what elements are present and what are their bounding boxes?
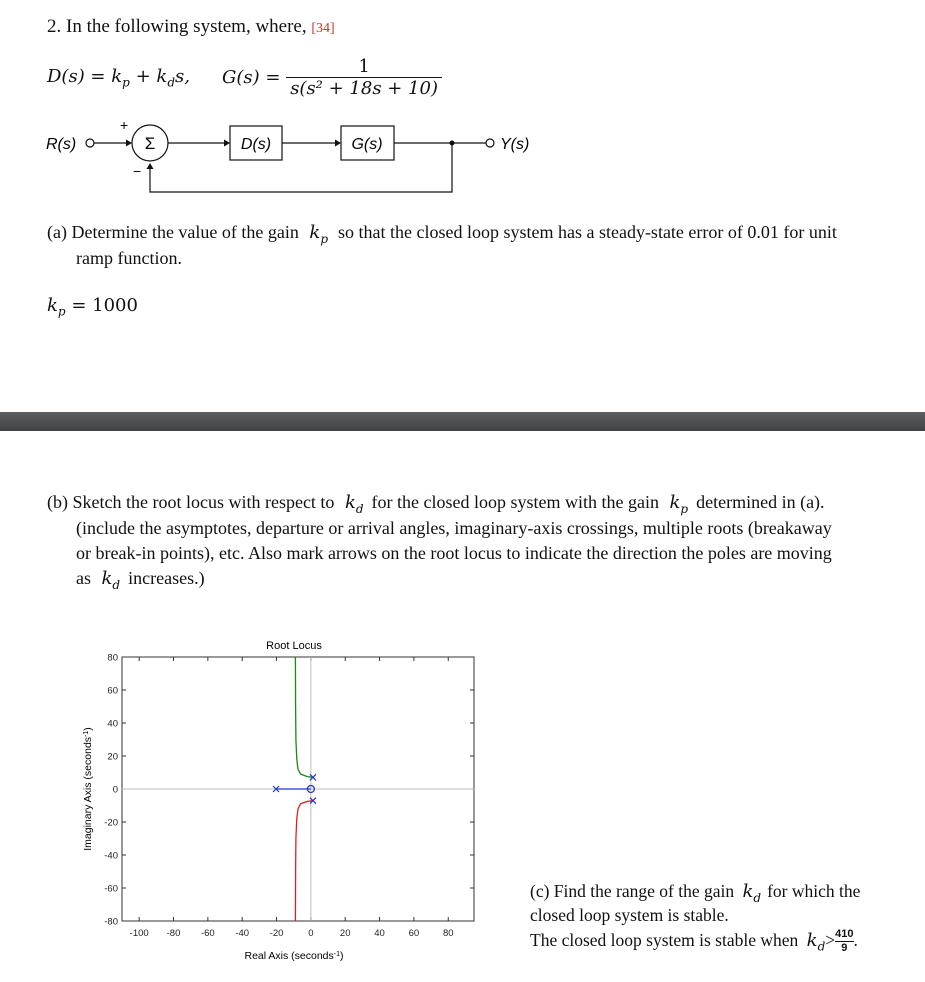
controller-label: D(s) — [240, 136, 272, 153]
answer-k-sub: p — [57, 304, 66, 319]
part-b-line3: or break-in points), etc. Also mark arrows on the root locus to indicate the direction the poles are moving — [76, 543, 832, 563]
x-tick-label: 60 — [408, 928, 420, 939]
x-tick-label: -40 — [235, 928, 250, 939]
output-terminal — [486, 139, 494, 147]
x-tick-label: 80 — [442, 928, 454, 939]
g-lhs: G(s) = — [222, 67, 287, 88]
sum-symbol: Σ — [144, 134, 156, 153]
part-b-text-c: determined in (a). — [696, 492, 825, 512]
y-tick-label: -40 — [104, 850, 118, 862]
d-equation — [47, 66, 190, 90]
x-axis-label-text: Real Axis (seconds — [244, 950, 334, 962]
y-tick-label: -80 — [104, 916, 118, 928]
part-c-answer-period: . — [853, 930, 858, 950]
part-a-line2: ramp function. — [76, 248, 182, 268]
input-label: R(s) — [46, 136, 77, 153]
g-numerator: 1 — [358, 56, 370, 77]
y-tick-label: 60 — [107, 685, 118, 697]
g-arrow — [335, 140, 341, 147]
page-divider — [0, 412, 925, 431]
part-a-gain-sub: p — [320, 231, 328, 246]
d-kp-sub: p — [122, 75, 130, 90]
part-c-kd: k — [742, 881, 754, 902]
part-b-line2: (include the asymptotes, departure or arrival angles, imaginary-axis crossings, multiple roots (breakaway — [76, 518, 832, 538]
part-b-kp: k — [669, 492, 681, 513]
part-a-answer — [47, 295, 138, 319]
y-tick-label: 40 — [107, 718, 118, 730]
block-diagram — [0, 112, 560, 202]
x-tick-label: -80 — [166, 928, 181, 939]
part-a-text: (a) Determine the value of the gain — [47, 222, 299, 242]
part-a-text-end: so that the closed loop system has a steady-state error of 0.01 for unit — [338, 222, 837, 242]
part-b-l4-kd: k — [101, 568, 113, 589]
part-b-l4-text-a: as — [76, 568, 91, 588]
plant-label: G(s) — [351, 136, 383, 153]
plus-sign: + — [120, 117, 129, 133]
part-b-line4 — [76, 566, 205, 598]
part-c-kd-sub: d — [753, 890, 762, 905]
y-tick-label: -60 — [104, 883, 118, 895]
chart-title: Root Locus — [266, 640, 322, 652]
x-tick-label: -20 — [269, 928, 284, 939]
part-b-kp-sub: p — [680, 501, 689, 516]
part-c-answer — [530, 928, 858, 960]
x-axis-label-end: ) — [340, 950, 344, 962]
part-c-answer-text: The closed loop system is stable when — [530, 930, 799, 950]
part-c-answer-gt: > — [825, 930, 836, 950]
output-label: Y(s) — [500, 136, 530, 153]
root-locus-chart — [70, 630, 490, 975]
input-terminal — [86, 139, 94, 147]
input-arrow — [126, 140, 132, 147]
x-tick-label: -60 — [200, 928, 215, 939]
d-kd: k — [156, 66, 168, 87]
g-fraction — [286, 56, 442, 99]
part-c-answer-kd-sub: d — [817, 939, 826, 954]
d-kp: k — [111, 66, 123, 87]
x-axis-label-sup: -1 — [333, 950, 341, 958]
d-arrow — [224, 140, 230, 147]
part-c-answer-den: 9 — [835, 941, 853, 955]
question-number: 2. — [47, 16, 62, 37]
x-tick-label: 20 — [339, 928, 351, 939]
part-b-l4-kd-sub: d — [112, 577, 121, 592]
d-s: s, — [175, 66, 190, 87]
question-marks: [34] — [311, 21, 335, 36]
x-tick-label: -100 — [129, 928, 149, 939]
d-kd-sub: d — [167, 75, 175, 90]
part-b-l4-text-b: increases.) — [128, 568, 205, 588]
g-denominator: s(s² + 18s + 10) — [286, 77, 442, 99]
part-a-gain: k — [309, 222, 321, 243]
part-c-answer-num: 410 — [835, 928, 854, 941]
y-tick-label: 0 — [112, 784, 118, 796]
minus-sign: − — [133, 163, 142, 179]
part-c-text-a: (c) Find the range of the gain — [530, 881, 735, 901]
d-lhs: D(s) = — [47, 66, 112, 87]
feedback-path — [150, 143, 452, 192]
part-c-answer-fraction — [835, 928, 853, 955]
answer-value: = 1000 — [65, 295, 138, 316]
answer-k: k — [47, 295, 58, 316]
y-axis-label-end: ) — [82, 727, 94, 731]
part-b-text-a: (b) Sketch the root locus with respect to — [47, 492, 335, 512]
y-axis-label-text: Imaginary Axis (seconds — [82, 736, 94, 851]
part-c-text-b: for which the — [767, 881, 861, 901]
x-axis-label — [244, 950, 343, 962]
part-b-kd-sub: d — [355, 501, 364, 516]
question-header — [47, 16, 335, 38]
part-b-text-b: for the closed loop system with the gain — [371, 492, 659, 512]
part-c-line2: closed loop system is stable. — [530, 905, 729, 925]
y-tick-label: -20 — [104, 817, 118, 829]
y-tick-label: 20 — [107, 751, 118, 763]
g-equation — [222, 56, 442, 99]
question-intro: In the following system, where, — [66, 16, 307, 37]
x-tick-label: 40 — [374, 928, 385, 939]
y-tick-label: 80 — [107, 652, 118, 664]
feedback-arrow — [147, 163, 154, 169]
part-c-answer-kd: k — [806, 930, 818, 951]
d-plus: + — [129, 66, 157, 87]
y-axis-label — [82, 727, 94, 851]
x-tick-label: 0 — [308, 928, 314, 939]
y-axis-label-sup: -1 — [82, 730, 90, 737]
part-b-kd: k — [344, 492, 356, 513]
